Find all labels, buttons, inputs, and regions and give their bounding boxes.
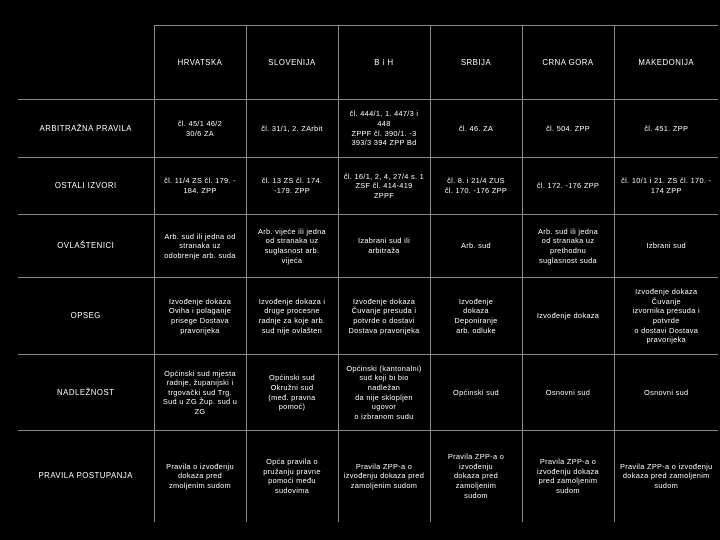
table-cell: čl. 172. -176 ZPP [522, 158, 614, 215]
column-header-makedonija: MAKEDONIJA [614, 26, 718, 100]
table-row-arbitrazna-pravila [18, 100, 718, 158]
column-header-crna-gora: CRNA GORA [522, 26, 614, 100]
row-header: OPSEG [18, 278, 154, 355]
corner-cell [18, 26, 154, 100]
table-row-ostali-izvori [18, 158, 718, 215]
table-cell: čl. 31/1, 2. ZArbit [246, 100, 338, 158]
table-cell: Općinski (kantonalni) sud koji bi bio nadležan da nije sklopljen ugovor o izbranom sudu [338, 355, 430, 431]
table-cell: Pravila ZPP-a o izvođenju dokaza pred zamoljenim sudom [338, 431, 430, 522]
table-cell: čl. 8. i 21/4 ZUS čl. 170. -176 ZPP [430, 158, 522, 215]
column-header-bih: B i H [338, 26, 430, 100]
table-cell: čl. 45/1 46/2 30/6 ZA [154, 100, 246, 158]
table-cell: Izvođenje dokaza Oviha i polaganje prisege Dostava pravorijeka [154, 278, 246, 355]
table-cell: čl. 10/1 i 21. ZS čl. 170. - 174 ZPP [614, 158, 718, 215]
table-cell: Općinski sud Okružni sud (međ. pravna pomoć) [246, 355, 338, 431]
table-cell: čl. 16/1, 2, 4, 27/4 s. 1 ZSF čl. 414-419 ZPPF [338, 158, 430, 215]
row-header: ARBITRAŽNA PRAVILA [18, 100, 154, 158]
table-cell: Pravila ZPP-a o izvođenju dokaza pred zamoljenim sudom [614, 431, 718, 522]
row-header: PRAVILA POSTUPANJA [18, 431, 154, 522]
table-cell: Izvođenje dokaza Čuvanje presuda i potvrde o dostavi Dostava pravorijeka [338, 278, 430, 355]
table-cell: Pravila ZPP-a o izvođenju dokaza pred zamoljenim sudom [522, 431, 614, 522]
table-cell: Osnovni sud [614, 355, 718, 431]
table-cell: Arb. sud ili jedna od stranaka uz prethodnu suglasnost suda [522, 215, 614, 278]
table-cell: čl. 11/4 ZS čl. 179. - 184. ZPP [154, 158, 246, 215]
row-header: OSTALI IZVORI [18, 158, 154, 215]
row-header: NADLEŽNOST [18, 355, 154, 431]
table-cell: Pravila o izvođenju dokaza pred zmoljenim sudom [154, 431, 246, 522]
table-row-opseg [18, 278, 718, 355]
column-header-slovenija: SLOVENIJA [246, 26, 338, 100]
table-cell: čl. 13 ZS čl. 174. -179. ZPP [246, 158, 338, 215]
table-cell: Izvođenje dokaza [522, 278, 614, 355]
column-header-srbija: SRBIJA [430, 26, 522, 100]
table-cell: čl. 46. ZA [430, 100, 522, 158]
table-cell: Izvođenje dokaza Čuvanje izvornika presuda i potvrde o dostavi Dostava pravorijeka [614, 278, 718, 355]
table-cell: Izvođenje dokaza Deponiranje arb. odluke [430, 278, 522, 355]
table-row-nadleznost [18, 355, 718, 431]
table-cell: čl. 451. ZPP [614, 100, 718, 158]
column-header-hrvatska: HRVATSKA [154, 26, 246, 100]
table-cell: Opća pravila o pružanju pravne pomoći među sudovima [246, 431, 338, 522]
table-cell: Osnovni sud [522, 355, 614, 431]
table-row-ovlastenici [18, 215, 718, 278]
table-cell: Općinski sud [430, 355, 522, 431]
header-row [18, 26, 718, 100]
table-cell: Arb. sud ili jedna od stranaka uz odobrenje arb. suda [154, 215, 246, 278]
table-cell: Arb. vijeće ili jedna od stranaka uz suglasnost arb. vijeća [246, 215, 338, 278]
row-header: OVLAŠTENICI [18, 215, 154, 278]
table-cell: Općinski sud mjesta radnje, županijski i trgovački sud Trg. Sud u ZG Žup. sud u ZG [154, 355, 246, 431]
comparison-table [18, 25, 718, 522]
table-cell: Pravila ZPP-a o izvođenju dokaza pred zamoljenim sudom [430, 431, 522, 522]
table-row-pravila-postupanja [18, 431, 718, 522]
table-cell: Arb. sud [430, 215, 522, 278]
table-cell: čl. 444/1, 1. 447/3 i 448 ZPPF čl. 390/1. -3 393/3 394 ZPP Bd [338, 100, 430, 158]
table-cell: Izvođenje dokaza i druge procesne radnje za koje arb. sud nije ovlašten [246, 278, 338, 355]
table-cell: čl. 504. ZPP [522, 100, 614, 158]
table-cell: Izbrani sud [614, 215, 718, 278]
table-cell: Izabrani sud ili arbitraža [338, 215, 430, 278]
